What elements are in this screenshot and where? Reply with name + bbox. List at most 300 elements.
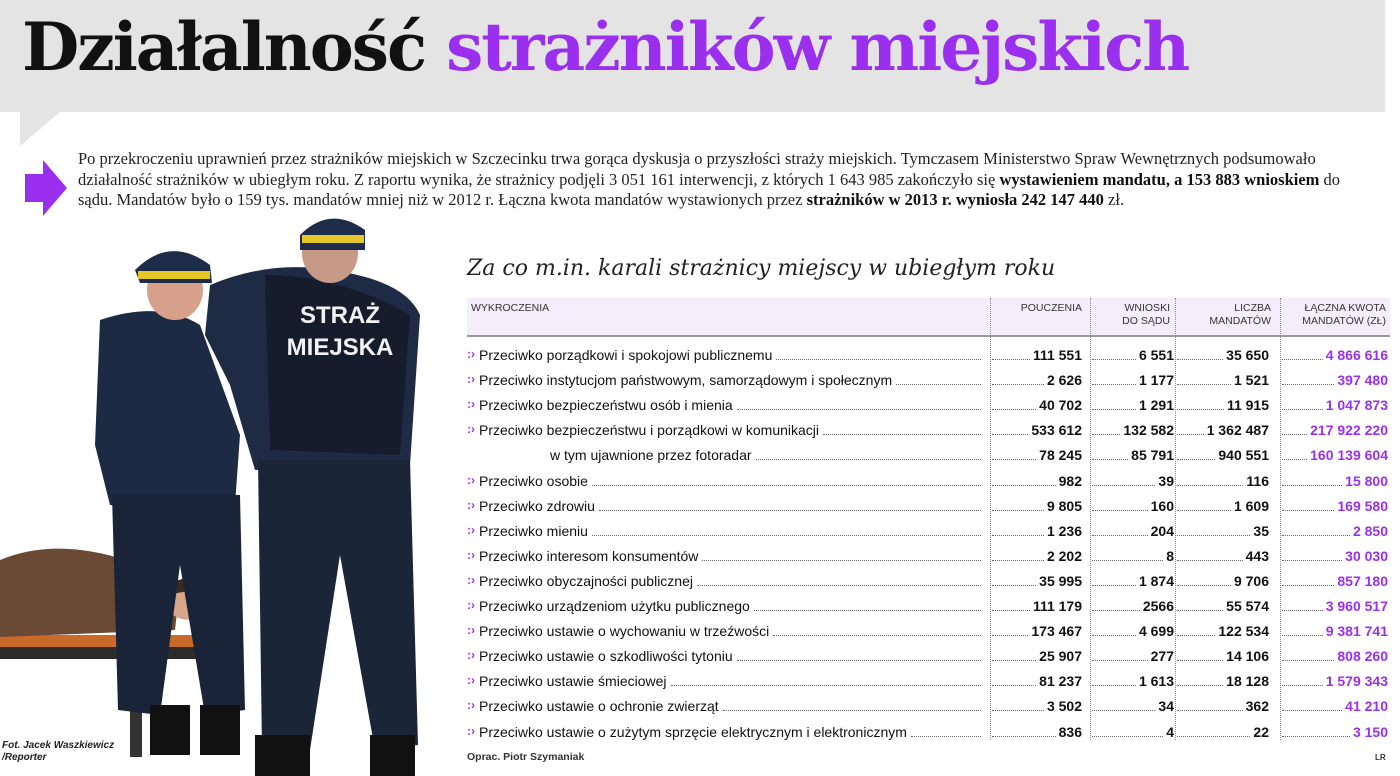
cell-value: 2 202 [1046,547,1082,564]
row-label [467,573,987,589]
row-label-text: Przeciwko instytucjom państwowym, samorządowym i społecznym [479,372,893,389]
cell-wnioski [1092,347,1174,363]
cell-value: 204 [1150,522,1174,539]
bullet-icon: :› [467,497,475,512]
row-label [467,422,987,438]
dot-leader [1282,359,1323,360]
row-label-text: Przeciwko ustawie śmieciowej [479,673,667,690]
cell-value: 9 805 [1046,497,1082,514]
cell-value: 111 179 [1032,598,1082,614]
cell-pouczenia [992,447,1082,463]
photo-city-guards [0,205,445,776]
cell-pouczenia [992,372,1082,388]
table-row [467,594,1390,619]
dot-leader [776,359,981,360]
row-label [467,372,987,388]
dot-leader [823,434,981,435]
cell-kwota [1282,573,1388,589]
cell-value: 1 609 [1233,497,1269,514]
cell-value: 1 047 873 [1325,397,1388,414]
bullet-icon: :› [467,372,475,387]
cell-wnioski [1092,698,1174,714]
dot-leader [756,459,981,460]
header-line: DO SĄDU [1122,315,1170,327]
header-wykroczenia: WYKROCZENIA [471,302,550,314]
table-row [467,393,1390,418]
cell-value: 30 030 [1345,547,1388,564]
table-title: Za co m.in. karali strażnicy miejscy w ubiegłym roku [467,256,1056,281]
row-label [467,473,987,489]
cell-value: 857 180 [1337,572,1388,589]
row-label [467,724,987,740]
cell-value: 169 580 [1337,497,1388,514]
cell-value: 4 866 616 [1325,347,1388,363]
row-label-text: Przeciwko porządkowi i spokojowi publicznemu [479,347,773,363]
dot-leader [911,736,981,737]
cell-mandaty [1177,548,1269,564]
bullet-icon: :› [467,723,475,738]
dot-leader [992,585,1036,586]
cell-wnioski [1092,523,1174,539]
row-label [467,523,987,539]
cell-mandaty [1177,698,1269,714]
title-part-black: Działalność [22,8,426,86]
credit-line: Fot. Jacek Waszkiewicz [2,740,115,751]
row-label-text: Przeciwko ustawie o szkodliwości tytoniu [479,648,733,665]
header-pouczenia: POUCZENIA [1020,302,1082,314]
dot-leader [1177,409,1224,410]
row-label [467,397,987,413]
cell-wnioski [1092,473,1174,489]
dot-leader [1177,384,1231,385]
bullet-icon: :› [467,698,475,713]
cell-value: 122 534 [1218,623,1269,640]
cell-value: 78 245 [1039,447,1082,464]
cell-value: 1 362 487 [1206,422,1269,439]
dot-leader [1282,459,1307,460]
cell-wnioski [1092,498,1174,514]
cell-pouczenia [992,397,1082,413]
cell-value: 2 626 [1046,372,1082,389]
cell-mandaty [1177,623,1269,639]
dot-leader [1282,510,1334,511]
dot-leader [592,485,981,486]
row-label [467,673,987,689]
cell-value: 217 922 220 [1310,422,1388,439]
dot-leader [723,710,981,711]
dot-leader [1177,434,1204,435]
row-label-text: w tym ujawnione przez fotoradar [550,447,752,464]
speech-bubble-tail [20,112,60,146]
dot-leader [599,510,981,511]
cell-kwota [1282,673,1388,689]
bullet-icon: :› [467,673,475,688]
bullet-icon: :› [467,472,475,487]
dot-leader [992,635,1028,636]
bullet-icon: :› [467,422,475,437]
row-label-text: Przeciwko bezpieczeństwu osób i mienia [479,397,733,414]
source-note: Oprac. Piotr Szymaniak [467,751,585,763]
header-laczna-kwota [1280,302,1386,328]
dot-leader [1092,585,1136,586]
lead-bold: strażników w 2013 r. wyniosła 242 147 440 [806,190,1104,209]
row-label [467,498,987,514]
cell-kwota [1282,422,1388,438]
cell-value: 22 [1253,723,1269,740]
row-label-text: Przeciwko obyczajności publicznej [479,572,693,589]
cell-value: 35 650 [1226,347,1269,363]
photo-credit [2,740,114,764]
vest-text: MIEJSKA [286,334,394,361]
cell-value: 14 106 [1226,648,1269,665]
cell-value: 18 128 [1226,673,1269,690]
dot-leader [737,409,981,410]
cell-mandaty [1177,648,1269,664]
cell-wnioski [1092,623,1174,639]
dot-leader [737,660,981,661]
cell-pouczenia [992,523,1082,539]
dot-leader [992,485,1056,486]
cell-pouczenia [992,598,1082,614]
bullet-icon: :› [467,572,475,587]
cell-value: 1 291 [1138,397,1174,414]
header-line: LICZBA [1234,302,1271,314]
cell-kwota [1282,698,1388,714]
header-line: ŁĄCZNA KWOTA [1304,302,1386,314]
page-title [22,8,1188,86]
row-label [467,623,987,639]
cell-wnioski [1092,397,1174,413]
row-label [467,648,987,664]
bullet-icon: :› [467,347,475,361]
dot-leader [1177,710,1243,711]
cell-value: 1 177 [1138,372,1174,389]
table-row [467,443,1390,468]
row-label [467,598,987,614]
cell-value: 132 582 [1123,422,1174,439]
cell-value: 25 907 [1039,648,1082,665]
cell-value: 3 960 517 [1325,598,1388,614]
dot-leader [1177,535,1250,536]
dot-leader [1177,585,1231,586]
table-row [467,619,1390,644]
cell-wnioski [1092,573,1174,589]
bullet-icon: :› [467,623,475,638]
row-label-text: Przeciwko ustawie o zużytym sprzęcie elektrycznym i elektronicznym [479,723,907,740]
cell-value: 11 915 [1226,397,1269,414]
cell-kwota [1282,447,1388,463]
cell-value: 533 612 [1031,422,1082,439]
dot-leader [992,610,1030,611]
cell-wnioski [1092,372,1174,388]
dot-leader [754,610,981,611]
cell-value: 940 551 [1218,447,1269,464]
dot-leader [1177,560,1243,561]
dot-leader [1282,409,1323,410]
lead-text: do sądu. Mandatów było o 159 tys. mandatów mniej niż w 2012 r. Łączna kwota mandatów wystawionych przez [78,169,1341,209]
header-line: MANDATÓW [1209,315,1271,327]
cell-value: 160 [1150,497,1174,514]
bullet-icon: :› [467,522,475,537]
dot-leader [1092,736,1163,737]
cell-wnioski [1092,447,1174,463]
dot-leader [1177,685,1223,686]
dot-leader [1092,560,1163,561]
cell-pouczenia [992,473,1082,489]
dot-leader [992,459,1036,460]
dot-leader [1092,510,1148,511]
cell-pouczenia [992,698,1082,714]
dot-leader [1282,635,1323,636]
dot-leader [1282,685,1323,686]
row-label-text: Przeciwko ustawie o wychowaniu w trzeźwości [479,623,770,640]
cell-kwota [1282,498,1388,514]
table-row [467,644,1390,669]
cell-value: 116 [1246,472,1269,489]
cell-pouczenia [992,724,1082,740]
dot-leader [1282,485,1342,486]
cell-mandaty [1177,598,1269,614]
cell-kwota [1282,347,1388,363]
table-row [467,418,1390,443]
cell-wnioski [1092,724,1174,740]
dot-leader [1282,660,1334,661]
dot-leader [697,585,981,586]
row-label [467,347,987,363]
author-initials: LR [1375,753,1386,762]
cell-kwota [1282,372,1388,388]
dot-leader [702,560,981,561]
row-label-text: Przeciwko zdrowiu [479,497,595,514]
cell-value: 173 467 [1031,623,1082,640]
dot-leader [992,384,1044,385]
table-row [467,669,1390,694]
cell-wnioski [1092,548,1174,564]
bullet-icon: :› [467,598,475,612]
cell-value: 35 [1253,522,1269,539]
dot-leader [1092,434,1120,435]
dot-leader [1092,610,1140,611]
table-row [467,544,1390,569]
cell-value: 982 [1058,472,1082,489]
cell-value: 1 579 343 [1325,673,1388,690]
row-label [467,548,987,564]
cell-pouczenia [992,623,1082,639]
cell-wnioski [1092,422,1174,438]
dot-leader [992,535,1044,536]
cell-value: 9 381 741 [1325,623,1388,640]
cell-kwota [1282,724,1388,740]
header-line: WNIOSKI [1124,302,1170,314]
dot-leader [671,685,981,686]
dot-leader [1177,485,1243,486]
bullet-icon: :› [467,547,475,562]
cell-mandaty [1177,498,1269,514]
dot-leader [1092,635,1136,636]
cell-mandaty [1177,673,1269,689]
row-label-text: Przeciwko mieniu [479,522,588,539]
cell-mandaty [1177,372,1269,388]
cell-value: 836 [1058,723,1082,740]
cell-value: 1 236 [1046,522,1082,539]
cell-mandaty [1177,473,1269,489]
cell-value: 15 800 [1345,472,1388,489]
lead-text: Po przekroczeniu uprawnień przez strażników miejskich w Szczecinku trwa gorąca dyskusja o przyszłości straży miejskich. Tymczasem Ministerstwo Spraw Wewnętrznych podsumowało działalność strażników w ubiegłym roku. Z raportu wynika, że strażnicy podjęli 3 051 161 interwencji, z których 1 643 985 zakończyło się [78,149,1316,189]
cell-pouczenia [992,548,1082,564]
bullet-icon: :› [467,648,475,663]
cell-kwota [1282,548,1388,564]
cell-value: 35 995 [1039,572,1082,589]
dot-leader [1092,384,1136,385]
dot-leader [992,359,1030,360]
cell-value: 2566 [1142,598,1174,614]
dot-leader [1177,359,1223,360]
cell-pouczenia [992,422,1082,438]
dot-leader [992,710,1044,711]
dot-leader [1177,459,1215,460]
table-header [467,298,1390,337]
table-row [467,368,1390,393]
cell-value: 1 874 [1138,572,1174,589]
cell-value: 443 [1245,547,1269,564]
row-label-text: Przeciwko interesom konsumentów [479,547,699,564]
cell-value: 85 791 [1131,447,1174,464]
lead-text: zł. [1103,190,1125,209]
cell-value: 39 [1158,472,1174,489]
cell-mandaty [1177,573,1269,589]
cell-kwota [1282,473,1388,489]
cell-mandaty [1177,523,1269,539]
cell-value: 397 480 [1337,372,1388,389]
dot-leader [1282,434,1307,435]
table-row [467,694,1390,719]
cell-mandaty [1177,422,1269,438]
dot-leader [592,535,981,536]
cell-value: 1 613 [1138,673,1174,690]
dot-leader [1092,485,1155,486]
table-row [467,494,1390,519]
cell-value: 111 551 [1032,347,1082,363]
dot-leader [896,384,981,385]
cell-kwota [1282,397,1388,413]
dot-leader [1092,710,1155,711]
dot-leader [992,685,1036,686]
cell-kwota [1282,523,1388,539]
cell-value: 41 210 [1345,698,1388,715]
dot-leader [1282,384,1334,385]
cell-value: 3 150 [1352,723,1388,740]
bullet-icon: :› [467,397,475,412]
dot-leader [992,510,1044,511]
dot-leader [773,635,981,636]
dot-leader [1092,685,1136,686]
dot-leader [1092,459,1128,460]
dot-leader [1092,535,1148,536]
cell-wnioski [1092,648,1174,664]
lead-paragraph [78,149,1368,211]
dot-leader [1092,359,1136,360]
cell-pouczenia [992,573,1082,589]
row-label-text: Przeciwko bezpieczeństwu i porządkowi w komunikacji [479,422,820,439]
dot-leader [1177,635,1215,636]
dot-leader [1177,660,1223,661]
cell-value: 277 [1150,648,1174,665]
row-label-text: Przeciwko urządzeniom użytku publicznego [479,598,750,614]
header-line: MANDATÓW (ZŁ) [1302,315,1386,327]
cell-mandaty [1177,347,1269,363]
row-label-text: Przeciwko ustawie o ochronie zwierząt [479,698,719,715]
dot-leader [992,409,1036,410]
dot-leader [992,660,1036,661]
table-row [467,469,1390,494]
cell-pouczenia [992,648,1082,664]
cell-value: 4 699 [1138,623,1174,640]
lead-bold: wystawieniem mandatu, a 153 883 wnioskiem [999,169,1320,189]
cell-kwota [1282,598,1388,614]
cell-value: 81 237 [1039,673,1082,690]
dot-leader [1282,736,1350,737]
dot-leader [1282,610,1323,611]
dot-leader [1177,610,1223,611]
cell-pouczenia [992,673,1082,689]
dot-leader [1282,710,1342,711]
dot-leader [1092,660,1148,661]
cell-value: 6 551 [1138,347,1174,363]
dot-leader [1282,585,1334,586]
cell-wnioski [1092,598,1174,614]
row-label [467,447,987,463]
dot-leader [1282,535,1350,536]
dot-leader [1282,560,1342,561]
cell-kwota [1282,623,1388,639]
cell-pouczenia [992,347,1082,363]
row-label-text: Przeciwko osobie [479,472,588,489]
dot-leader [992,560,1044,561]
header-wnioski [1090,302,1170,328]
cell-value: 34 [1158,698,1174,715]
cell-value: 160 139 604 [1310,447,1388,464]
cell-mandaty [1177,724,1269,740]
table-row [467,343,1390,368]
cell-wnioski [1092,673,1174,689]
table-row [467,569,1390,594]
vest-text: STRAŻ [300,302,380,329]
cell-value: 8 [1166,547,1174,564]
cell-value: 808 260 [1337,648,1388,665]
dot-leader [992,736,1056,737]
cell-value: 4 [1166,723,1174,740]
cell-mandaty [1177,447,1269,463]
title-part-purple: strażników miejskich [446,8,1189,86]
row-label [467,698,987,714]
cell-value: 9 706 [1233,572,1269,589]
cell-kwota [1282,648,1388,664]
header-liczba-mandatow [1175,302,1271,328]
cell-value: 2 850 [1352,522,1388,539]
cell-value: 40 702 [1039,397,1082,414]
table-row [467,720,1390,745]
dot-leader [992,434,1028,435]
dot-leader [1177,736,1250,737]
cell-mandaty [1177,397,1269,413]
cell-value: 3 502 [1046,698,1082,715]
table-row [467,519,1390,544]
credit-line: /Reporter [2,752,47,763]
cell-value: 55 574 [1226,598,1269,614]
cell-value: 362 [1245,698,1269,715]
dot-leader [1092,409,1136,410]
cell-pouczenia [992,498,1082,514]
